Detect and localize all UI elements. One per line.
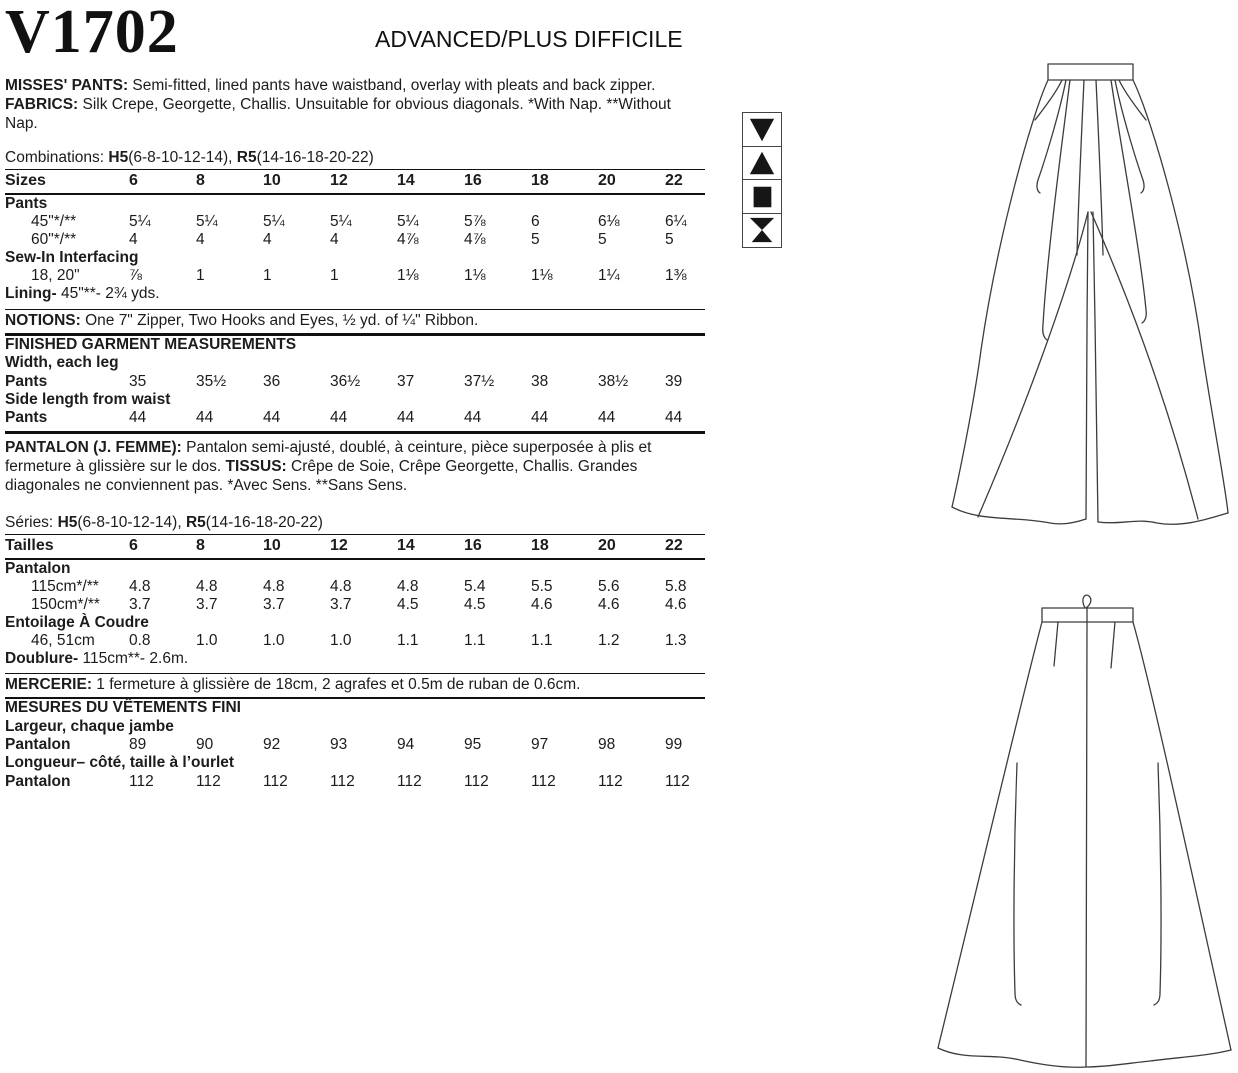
yardage-row-45: 45"*/** 5¼ 5¼ 5¼ 5¼ 5¼ 5⅞ 6 6⅛ 6¼ bbox=[5, 213, 732, 231]
table-cell: 5.6 bbox=[598, 577, 620, 595]
table-cell: 5.5 bbox=[531, 577, 553, 595]
table-cell: 35 bbox=[129, 372, 147, 390]
table-cell: 5.8 bbox=[665, 577, 687, 595]
english-description: MISSES' PANTS: Semi-fitted, lined pants have waistband, overlay with pleats and back zipper. FABRICS: Silk Crepe, Georgette, Challis. Unsuitable for obvious diagonals. *With Nap. **Without Nap. bbox=[5, 77, 671, 132]
table-cell: 16 bbox=[464, 172, 482, 189]
series-line: Séries: H5(6-8-10-12-14), R5(14-16-18-20-22) bbox=[5, 513, 323, 531]
table-cell: 37 bbox=[397, 372, 415, 390]
entoilage-section-header: Entoilage À Coudre bbox=[5, 613, 149, 631]
interfacing-row: 18, 20" ⅞ 1 1 1 1⅛ 1⅛ 1⅛ 1¼ 1⅜ bbox=[5, 267, 732, 285]
table-cell: 4.8 bbox=[330, 577, 352, 595]
table-cell: 1.1 bbox=[397, 631, 419, 649]
table-cell: 112 bbox=[464, 772, 489, 790]
table-cell: 90 bbox=[196, 736, 214, 754]
table-cell: 112 bbox=[129, 772, 154, 790]
table-cell: 112 bbox=[531, 772, 556, 790]
table-cell: 0.8 bbox=[129, 631, 151, 649]
table-cell: 4.5 bbox=[464, 595, 486, 613]
side-length-row: Pants 44 44 44 44 44 44 44 44 44 bbox=[5, 409, 732, 427]
table-cell: 37½ bbox=[464, 372, 495, 390]
largeur-row: Pantalon 89 90 92 93 94 95 97 98 99 bbox=[5, 736, 732, 754]
longueur-label: Longueur– côté, taille à l’ourlet bbox=[5, 754, 235, 772]
yardage-row-60: 60"*/** 4 4 4 4 4⅞ 4⅞ 5 5 5 bbox=[5, 231, 732, 249]
table-cell: 1 bbox=[196, 267, 205, 284]
table-cell: 93 bbox=[330, 736, 348, 754]
table-cell: 14 bbox=[397, 536, 415, 554]
table-cell: 5 bbox=[665, 231, 674, 248]
lining-line: Lining- 45"**- 2¾ yds. bbox=[5, 285, 160, 302]
table-cell: 16 bbox=[464, 536, 482, 554]
table-cell: 3.7 bbox=[129, 595, 151, 613]
masthead bbox=[5, 0, 735, 72]
table-cell: 6¼ bbox=[665, 213, 687, 230]
table-cell: 6⅛ bbox=[598, 213, 620, 230]
pants-front-drawing bbox=[935, 53, 1238, 535]
table-cell: 5.4 bbox=[464, 577, 486, 595]
table-cell: 1⅛ bbox=[397, 267, 419, 284]
table-cell: 5 bbox=[531, 231, 540, 248]
table-cell: 5⅞ bbox=[464, 213, 486, 230]
mercerie-line: MERCERIE: 1 fermeture à glissière de 18cm, 2 agrafes et 0.5m de ruban de 0.6cm. bbox=[5, 676, 581, 694]
table-cell: 6 bbox=[129, 172, 138, 189]
table-cell: 14 bbox=[397, 172, 415, 189]
width-row: Pants 35 35½ 36 36½ 37 37½ 38 38½ 39 bbox=[5, 373, 732, 391]
table-cell: 89 bbox=[129, 736, 147, 754]
table-cell: 3.7 bbox=[196, 595, 218, 613]
combinations-line: Combinations: H5(6-8-10-12-14), R5(14-16-18-20-22) bbox=[5, 149, 374, 166]
table-cell: 12 bbox=[330, 172, 348, 189]
notions-line: NOTIONS: One 7" Zipper, Two Hooks and Eyes, ½ yd. of ¼" Ribbon. bbox=[5, 311, 479, 329]
table-cell: 94 bbox=[397, 736, 415, 754]
doublure-line: Doublure- 115cm**- 2.6m. bbox=[5, 649, 189, 667]
table-cell: 20 bbox=[598, 172, 616, 189]
table-cell: 1 bbox=[263, 267, 272, 284]
table-cell: 5¼ bbox=[330, 213, 352, 230]
sizes-header-row bbox=[5, 170, 732, 191]
side-length-label: Side length from waist bbox=[5, 390, 171, 408]
table-cell: 4.6 bbox=[665, 595, 687, 613]
table-cell: 5 bbox=[598, 231, 607, 248]
down-triangle-icon bbox=[742, 112, 782, 147]
french-description: PANTALON (J. FEMME): Pantalon semi-ajusté, doublé, à ceinture, pièce superposée à plis et fermeture à glissière sur le dos. TISSUS: Crêpe de Soie, Crêpe Georgette, Challis. Grandes diagonales ne conviennent pas. *Avec Sens. **Sans Sens. bbox=[5, 439, 652, 495]
table-cell: 4 bbox=[330, 231, 339, 248]
table-cell: 97 bbox=[531, 736, 549, 754]
table-cell: 8 bbox=[196, 172, 205, 189]
tailles-header-row bbox=[5, 535, 732, 556]
table-cell: 6 bbox=[129, 536, 138, 554]
table-cell: 1⅛ bbox=[531, 267, 553, 284]
table-cell: 36 bbox=[263, 372, 281, 390]
table-cell: 1.1 bbox=[531, 631, 553, 649]
difficulty-label: ADVANCED/PLUS DIFFICILE bbox=[375, 26, 683, 52]
finished-measurements-title: FINISHED GARMENT MEASUREMENTS bbox=[5, 335, 297, 353]
longueur-row: Pantalon 112 112 112 112 112 112 112 112 112 bbox=[5, 773, 732, 791]
metrage-row-150: 150cm*/** 3.7 3.7 3.7 3.7 4.5 4.5 4.6 4.6 4.6 bbox=[5, 596, 732, 614]
table-cell: 1 bbox=[330, 267, 339, 284]
interfacing-section-header: Sew-In Interfacing bbox=[5, 249, 139, 266]
table-cell: 112 bbox=[665, 772, 690, 790]
table-cell: 1.2 bbox=[598, 631, 620, 649]
table-cell: 36½ bbox=[330, 372, 361, 390]
table-cell: 4.8 bbox=[196, 577, 218, 595]
table-cell: 5¼ bbox=[263, 213, 285, 230]
table-cell: 44 bbox=[196, 409, 214, 426]
table-cell: 1.0 bbox=[263, 631, 285, 649]
cutting-symbols-legend bbox=[742, 112, 782, 248]
table-cell: 4.8 bbox=[263, 577, 285, 595]
table-cell: 112 bbox=[330, 772, 355, 790]
sizes-label: Sizes bbox=[5, 172, 46, 189]
table-cell: 8 bbox=[196, 536, 205, 554]
largeur-label: Largeur, chaque jambe bbox=[5, 717, 174, 735]
metrage-row-115: 115cm*/** 4.8 4.8 4.8 4.8 4.8 5.4 5.5 5.6 5.8 bbox=[5, 578, 732, 596]
table-cell: 10 bbox=[263, 536, 281, 554]
table-cell: 112 bbox=[598, 772, 623, 790]
divider bbox=[5, 431, 705, 434]
pattern-number: V1702 bbox=[5, 0, 179, 66]
table-cell: 4⅞ bbox=[464, 231, 486, 248]
table-cell: 35½ bbox=[196, 372, 227, 390]
table-cell: 10 bbox=[263, 172, 281, 189]
table-cell: 5¼ bbox=[397, 213, 419, 230]
divider bbox=[5, 673, 705, 674]
table-cell: 18 bbox=[531, 536, 549, 554]
table-cell: 1.0 bbox=[330, 631, 352, 649]
table-cell: 38½ bbox=[598, 372, 629, 390]
table-cell: 1.0 bbox=[196, 631, 218, 649]
table-cell: 92 bbox=[263, 736, 281, 754]
table-cell: 18 bbox=[531, 172, 549, 189]
table-cell: 1¼ bbox=[598, 267, 620, 284]
divider bbox=[5, 309, 705, 310]
tailles-label: Tailles bbox=[5, 536, 54, 554]
text-column bbox=[5, 0, 735, 791]
pantalon-section-header: Pantalon bbox=[5, 559, 71, 577]
table-cell: 112 bbox=[196, 772, 221, 790]
table-cell: 5¼ bbox=[196, 213, 218, 230]
entoilage-row: 46, 51cm 0.8 1.0 1.0 1.0 1.1 1.1 1.1 1.2 1.3 bbox=[5, 632, 732, 650]
table-cell: 38 bbox=[531, 372, 549, 390]
table-cell: 95 bbox=[464, 736, 482, 754]
table-cell: 3.7 bbox=[263, 595, 285, 613]
table-cell: 1.3 bbox=[665, 631, 687, 649]
table-cell: 3.7 bbox=[330, 595, 352, 613]
table-cell: 4 bbox=[196, 231, 205, 248]
table-cell: ⅞ bbox=[129, 267, 142, 284]
table-cell: 44 bbox=[330, 409, 348, 426]
mesures-title: MESURES DU VÊTEMENTS FINI bbox=[5, 699, 241, 717]
pants-back-drawing bbox=[935, 593, 1235, 1073]
table-cell: 44 bbox=[665, 409, 683, 426]
table-cell: 44 bbox=[464, 409, 482, 426]
table-cell: 44 bbox=[397, 409, 415, 426]
table-cell: 99 bbox=[665, 736, 683, 754]
table-cell: 39 bbox=[665, 372, 683, 390]
pants-section-header: Pants bbox=[5, 195, 48, 212]
table-cell: 1.1 bbox=[464, 631, 486, 649]
table-cell: 44 bbox=[598, 409, 616, 426]
table-cell: 4.8 bbox=[397, 577, 419, 595]
table-cell: 20 bbox=[598, 536, 616, 554]
table-cell: 22 bbox=[665, 536, 683, 554]
table-cell: 112 bbox=[397, 772, 422, 790]
table-cell: 4.8 bbox=[129, 577, 151, 595]
hourglass-icon bbox=[742, 213, 782, 248]
width-each-leg-label: Width, each leg bbox=[5, 354, 119, 371]
table-cell: 4.6 bbox=[531, 595, 553, 613]
table-cell: 4 bbox=[263, 231, 272, 248]
zipper-loop bbox=[1083, 595, 1091, 608]
table-cell: 12 bbox=[330, 536, 348, 554]
table-cell: 4.5 bbox=[397, 595, 419, 613]
table-cell: 98 bbox=[598, 736, 616, 754]
table-cell: 44 bbox=[531, 409, 549, 426]
table-cell: 22 bbox=[665, 172, 683, 189]
table-cell: 4 bbox=[129, 231, 138, 248]
table-cell: 6 bbox=[531, 213, 540, 230]
table-cell: 4.6 bbox=[598, 595, 620, 613]
table-cell: 112 bbox=[263, 772, 288, 790]
table-cell: 5¼ bbox=[129, 213, 151, 230]
table-cell: 44 bbox=[129, 409, 147, 426]
table-cell: 44 bbox=[263, 409, 281, 426]
table-cell: 4⅞ bbox=[397, 231, 419, 248]
table-cell: 1⅜ bbox=[665, 267, 687, 284]
table-cell: 1⅛ bbox=[464, 267, 486, 284]
up-triangle-icon bbox=[742, 146, 782, 181]
square-icon bbox=[742, 179, 782, 214]
